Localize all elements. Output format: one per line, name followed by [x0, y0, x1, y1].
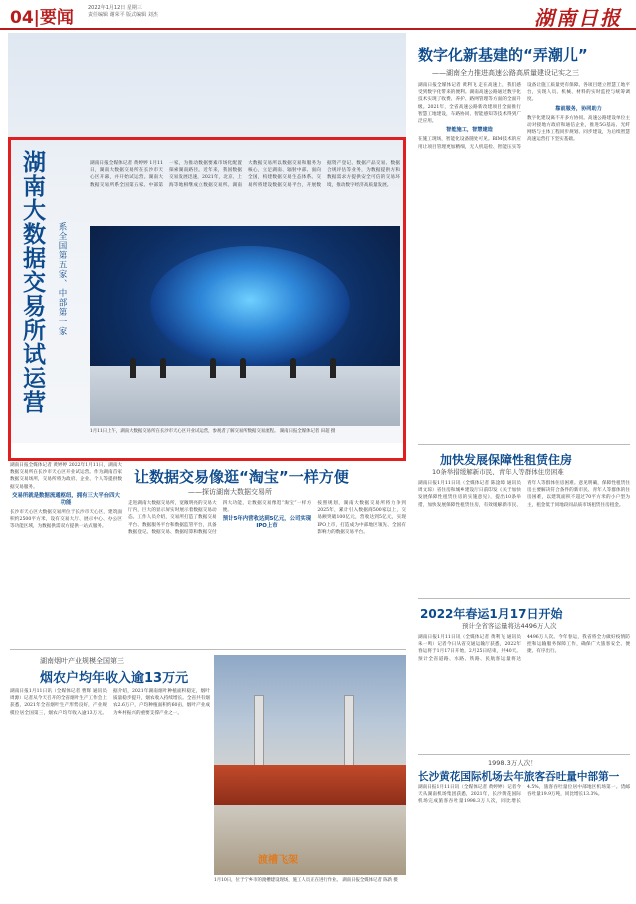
taobao-article-para: 按照规划，湖南大数据交易所将力争到2025年，累计引入数据商500家以上，交易额突破100亿元，营收达到5亿元，实现IPO上市，打造成为中部地区领先、全国有影响力的数据交易平台。 [317, 501, 406, 535]
hero-photo [90, 226, 400, 426]
digital-article-para: 在施工现场，智能化设备随处可见。BIM技术的应用让项目管理更加精细，无人机巡检、智能压实等设备让施工质量更有保障。各项目建立智慧工地平台，实现人员、机械、材料的实时监控与统筹调度。 [418, 83, 630, 150]
taobao-article-para: 走进湖南大数据交易所，宽敞明亮的交易大厅内，巨大的显示屏实时展示着数据交易动态。工作人员介绍，交易所打造了数据交易平台、数据服务平台和数据监管平台，具备数据登记、数据交易、数据结算和数据交付四大功能，让数据交易像逛“淘宝”一样方便。 [128, 501, 312, 535]
tobacco-article-headline: 烟农户均年收入逾13万元 [40, 671, 189, 686]
hero-photo-caption: 1月11日上午，湖南大数据交易所在长沙市天心区开业试运营，参观者了解交易所数据交易流程。 湖南日报全媒体记者 田超 摄 [90, 429, 336, 434]
crane-tower [344, 695, 354, 775]
digital-article-para: 数字化建设离不开多方协同。高速公路建设单位主动对接地方政府和通信企业，推进5G基站、光纤网络与主体工程同步规划、同步建设，为后续智慧高速运营打下坚实基础。 [527, 115, 630, 143]
taobao-section-head: 交易所就是数据流通枢纽，拥有三大平台四大功能 [12, 492, 120, 506]
airport-article-kicker: 1998.3万人次！ [488, 759, 537, 767]
hero-headline: 湖南大数据交易所试运营 [19, 150, 45, 414]
taobao-article-subheadline: ——探访湖南大数据交易所 [188, 488, 272, 496]
divider [418, 754, 630, 755]
digital-section-head: 智能施工，智慧建造 [446, 127, 493, 134]
exhibition-dome [150, 246, 350, 366]
tobacco-article-body: 湖南日报1月11日讯（全媒体记者 曹辉 通讯员 周源）记者从今天召开的全省烟叶生产工作会上获悉，2021年全省烟叶生产形势良好，产业规模位居全国第三，烟农户均年收入逾13万元。据介绍，2021年湖南烟叶种植面积稳定，烟叶质量稳步提升，烟农收入持续增长。全省共有烟农2.6万户，户均种植面积约60亩，烟叶产业成为乡村振兴的重要支撑产业之一。 [10, 689, 210, 716]
rental-article-body: 湖南日报1月11日讯（全媒体记者 陈淦璋 通讯员 周文琼）省住房和城乡建设厅日前印发《关于加快发展保障性租赁住房的实施意见》，提出10条举措，加快发展保障性租赁住房，有效缓解新市民、青年人等群体住房困难。意见明确，保障性租赁住房主要解决符合条件的新市民、青年人等群体的住房困难，以建筑面积不超过70平方米的小户型为主，租金低于同地段同品质市场租赁住房租金。 [418, 481, 630, 508]
visitor-figure [240, 358, 246, 378]
header-date: 2022年1月12日 星期三 [88, 5, 142, 11]
digital-article-para: 走在高速上，我们感受到数字化带来的便利。湖南高速公路通过数字化技术实现了收费、养护、路网管理等方面的全面升级。2021年，全省高速公路新改建项目全面推行智慧工地建设，车路协同、智能感知等技术得到广泛应用。 [418, 83, 521, 125]
rental-article-subheadline: 10条举措缓解新市民、青年人等群体住房困难 [432, 468, 564, 476]
spring-article-body: 湖南日报1月11日讯（全媒体记者 黄利飞 通讯员 朱一鸣）记者今日从省交通运输厅获悉，2022年春运将于1月17日开始，2月25日结束，共40天。预计全省道路、水路、铁路、民航客运量将达4496万人次。今年春运，我省将全力做好疫情防控和运输服务保障工作，确保广大旅客安全、便捷、有序出行。 [418, 635, 630, 662]
digital-article-byline: 湖南日报全媒体记者 黄利飞 [418, 83, 477, 88]
aqueduct-photo-caption: 1月10日，位于宁乡市的渡槽建设现场，施工人员正在进行作业。 湖南日报全媒体记者 陈新 摄 [214, 878, 398, 883]
aqueduct-photo [214, 655, 406, 875]
crane-tower [254, 695, 264, 775]
taobao-article-sidebar [10, 462, 122, 640]
header-meta [88, 5, 158, 19]
page-header [0, 0, 636, 30]
tobacco-article-kicker: 湖南烟叶产业规模全国第三 [40, 657, 124, 665]
page-number: 04|要闻 [10, 8, 74, 28]
masthead-logo: 湖南日报 [534, 6, 622, 30]
taobao-article-body [128, 500, 406, 645]
visitor-figure [290, 358, 296, 378]
digital-article-subheadline: ——湖南全力推进高速公路高质量建设记实之三 [432, 69, 579, 77]
aqueduct-structure [214, 765, 406, 805]
digital-section-head: 靠前服务，协同助力 [555, 105, 602, 112]
divider [418, 598, 630, 599]
digital-article-body [418, 82, 630, 422]
spring-article-headline: 2022年春运1月17日开始 [420, 607, 563, 621]
taobao-article-headline: 让数据交易像逛“淘宝”一样方便 [134, 468, 349, 486]
digital-article-headline: 数字化新基建的“弄潮儿” [418, 46, 588, 64]
hero-article-body: 湖南日报全媒体记者 黄婷婷 1月11日，湖南大数据交易所在长沙市天心区开幕，并开始试运营。湖南大数据交易所系全国第五家、中部第一家，为推动数据要素市场化配置探索湖南路径。近年来，我国数据交易发展迅速，2021年，北京、上海等地相继成立数据交易所。湖南大数据交易所以数据交易和服务为核心，立足湖南、辐射中部、面向全国，构建数据交易生态体系。交易所将建设数据交易平台，开展数据资产登记、数据产品交易、数据合规评估等业务，为数据提供方和数据需求方提供安全可信的交易环境，推动数字经济高质量发展。 [90, 161, 400, 188]
aqueduct-photo-label: 渡槽飞架 [258, 855, 298, 866]
header-editors: 责任编辑 谢荣平 版式编辑 刘杰 [88, 12, 158, 18]
visitor-figure [160, 358, 166, 378]
taobao-article-para: 长沙市天心区大数据交易所位于长沙市天心区，建筑面积约2500平方米，设有交易大厅、展示中心、办公区等功能区域，为数据供需双方提供一站式服务。 [10, 509, 122, 530]
spring-article-subheadline: 预计全省客运量将达4496万人次 [462, 622, 557, 630]
rental-article-headline: 加快发展保障性租赁住房 [440, 453, 573, 467]
airport-article-body: 湖南日报1月11日讯（全媒体记者 黄婷婷）记者今天从湖南机场集团获悉，2021年，长沙黄花国际机场完成旅客吞吐量1998.3万人次，同比增长4.5%，旅客吞吐量位居中部地区机场第一。货邮吞吐量19.9万吨，同比增长13.3%。 [418, 785, 630, 805]
visitor-figure [210, 358, 216, 378]
divider [10, 649, 406, 650]
airport-article-headline: 长沙黄花国际机场去年旅客吞吐量中部第一 [418, 771, 620, 783]
hero-subheadline: 系全国第五家、中部第一家 [57, 222, 67, 336]
visitor-figure [130, 358, 136, 378]
divider [418, 444, 630, 445]
taobao-article-lead: 湖南日报全媒体记者 黄婷婷 2022年1月11日，湖南大数据交易所在长沙市天心区开业试运营。作为湖南首家数据交易场所，交易所将为政府、企业、个人等提供数据交易服务。 [10, 463, 122, 490]
taobao-section-head: 预计5年内营收达到5亿元，公司实现IPO上市 [222, 516, 312, 530]
visitor-figure [330, 358, 336, 378]
